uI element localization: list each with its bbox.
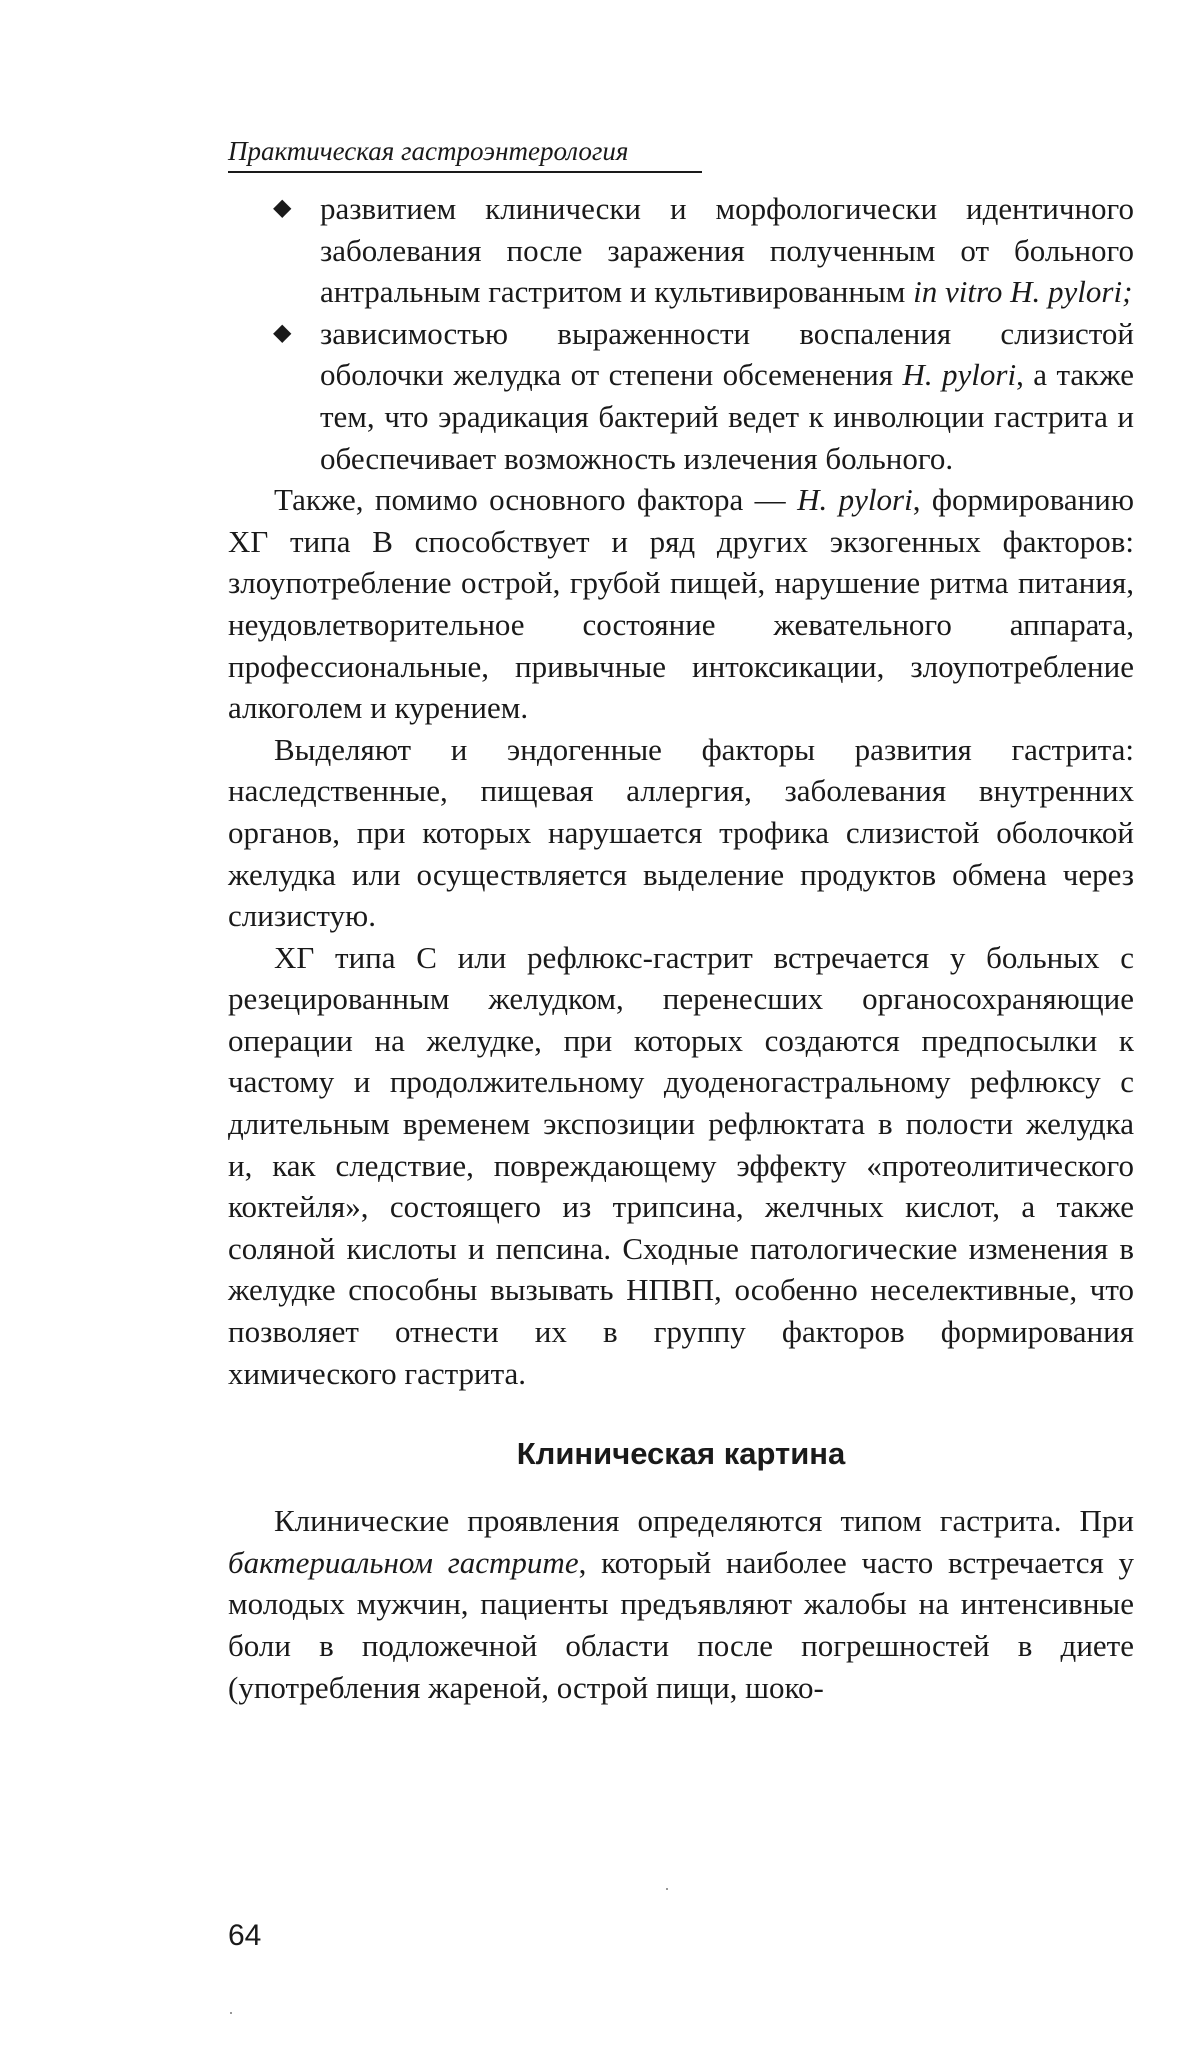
body-paragraph [228,729,1134,937]
italic-text: H. pylori [797,482,913,518]
text-run: Клинические проявления определяются типом гастрита. При [274,1503,1134,1539]
page-number: 64 [228,1919,262,1952]
text-run: зависимостью выраженности воспаления слизистой оболочки желудка от степени обсеменения [320,315,1134,393]
text-run: ХГ типа С или рефлюкс-гастрит встречается у больных с резецированным желудком, перенесших органосохраняющие операции на желудке, при которых создаются предпосылки к частому и продолжительному дуоденогастральному рефлюксу с длительным временем экспозиции рефлюктата в полости желудка и, как следствие, повреждающему эффекту «протеолитического коктейля», состоящего из трипсина, желчных кислот, а также соляной кислоты и пепсина. Сходные патологические изменения в желудке способны вызывать НПВП, особенно неселективные, что позволяет отнести их в группу факторов формирования химического гастрита. [228,939,1134,1391]
text-run: , а также тем, что эрадикация бактерий ведет к инволюции гастрита и обеспечивает возможность излечения больного. [320,357,1135,476]
italic-text: бактериальном гастрите [228,1544,579,1580]
body-paragraph [228,1500,1134,1708]
section-paragraph-block [228,1500,1134,1708]
diamond-bullet-icon: ◆ [273,319,292,346]
running-head: Практическая гастроэнтерология [228,134,702,173]
text-run: , который наиболее часто встречается у молодых мужчин, пациенты предъявляют жалобы на интенсивные боли в подложечной области после погрешностей в диете (употребления жареной, острой пищи, шоко- [228,1544,1135,1705]
body-paragraph [228,479,1134,729]
page-body [228,188,1134,1708]
section-heading: Клиническая картина [516,1436,846,1472]
bullet-item [228,188,1134,313]
scan-speck [230,2012,232,2014]
bullet-item [228,313,1134,479]
scan-speck [666,1888,668,1890]
text-run: Также, помимо основного фактора — [274,482,798,518]
paragraph-block [228,479,1134,1394]
text-run: развитием клинически и морфологически идентичного заболевания после заражения полученным от больного антральным гастритом и культивированным [320,191,1134,310]
body-paragraph [228,937,1134,1395]
italic-text: in vitro H. pylori; [913,274,1133,310]
bullet-list [228,188,1134,479]
italic-text: H. pylori [902,357,1017,393]
diamond-bullet-icon: ◆ [273,195,292,221]
text-run: , формированию ХГ типа В способствует и ряд других экзогенных факторов: злоупотребление острой, грубой пищей, нарушение ритма питания, неудовлетворительное состояние жевательного аппарата, профессиональные, привычные интоксикации, злоупотребление алкоголем и курением. [228,482,1135,726]
text-run: Выделяют и эндогенные факторы развития гастрита: наследственные, пищевая аллергия, заболевания внутренних органов, при которых нарушается трофика слизистой оболочкой желудка или осуществляется выделение продуктов обмена через слизистую. [228,731,1134,934]
